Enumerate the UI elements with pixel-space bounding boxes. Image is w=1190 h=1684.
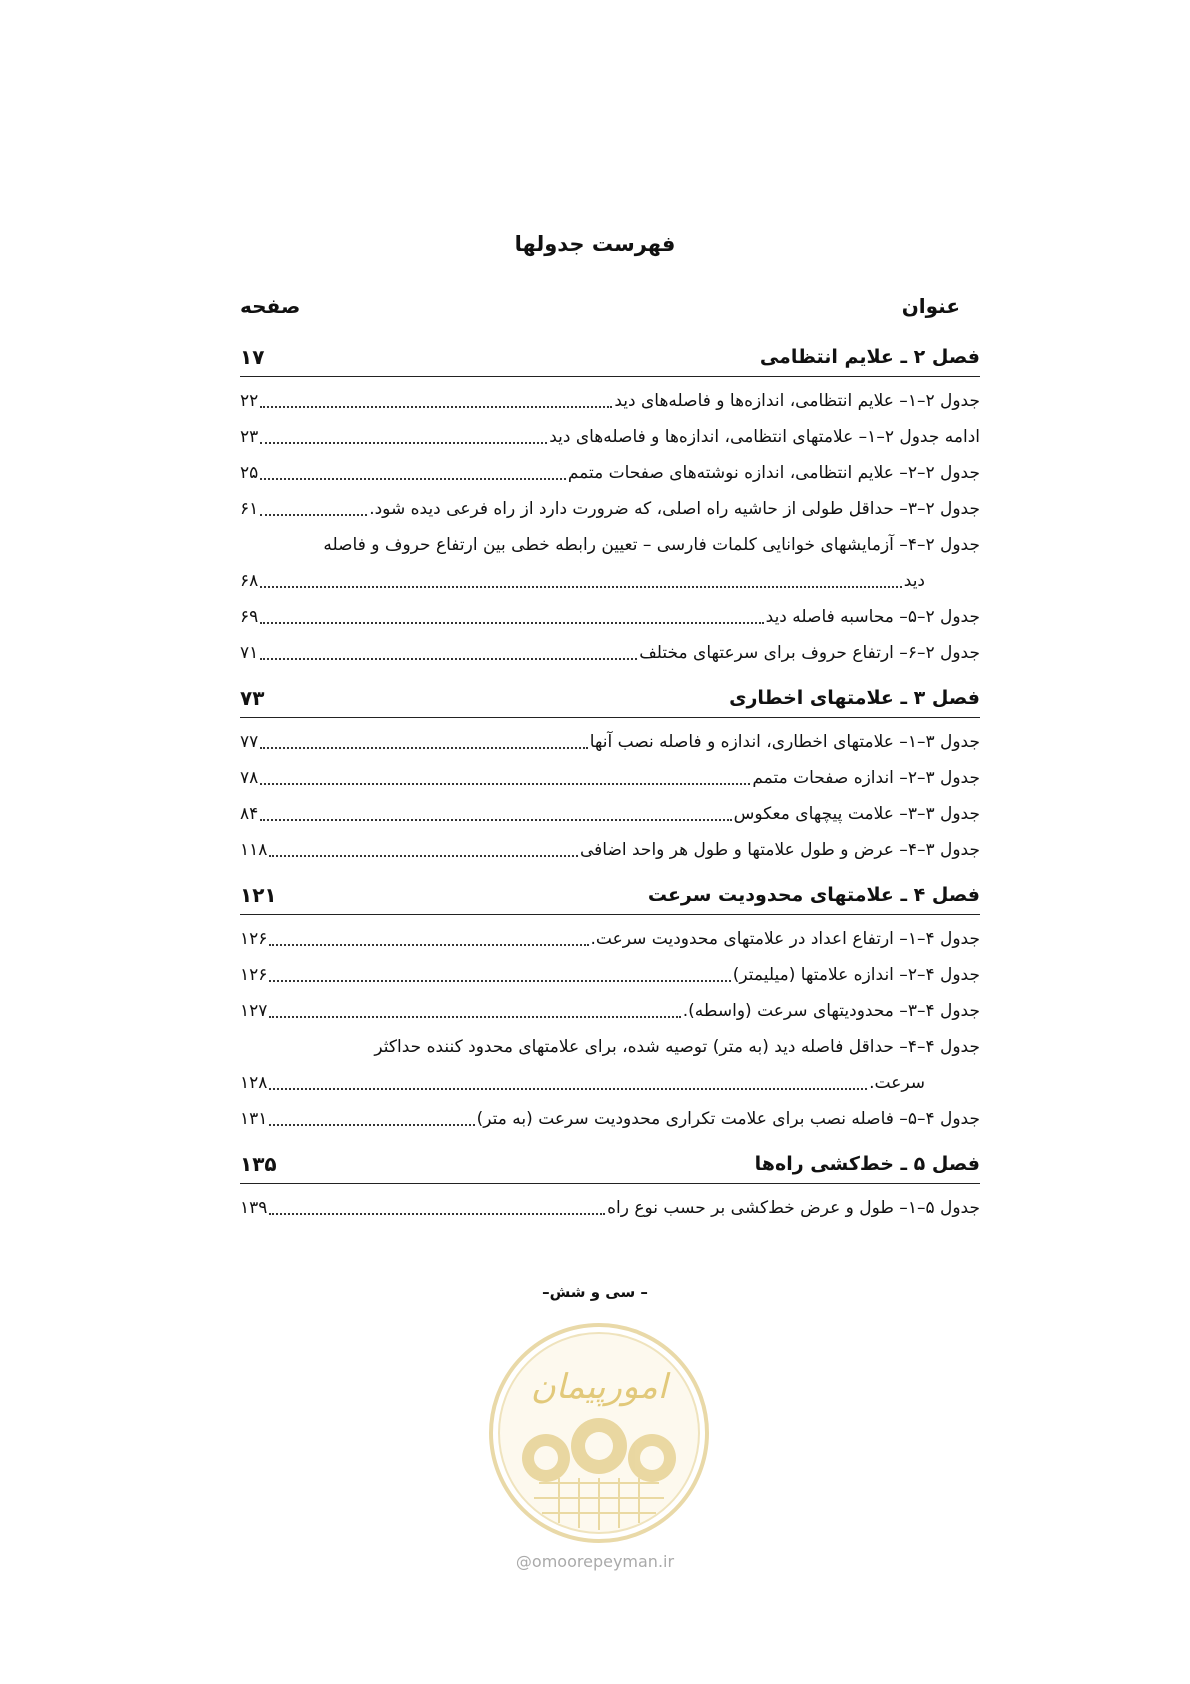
dot-leader [260,406,612,408]
dot-leader [260,747,587,749]
entry-page-number: ۶۱ [240,499,259,519]
chapter-title: فصل ۳ ـ علامتهای اخطاری [729,687,980,709]
column-header-title: عنوان [901,294,960,318]
toc-entry [240,635,980,671]
toc-entry [240,957,980,993]
entry-page-number: ۲۳ [240,427,259,447]
entry-title: جدول ۲–۳– حداقل طولی از حاشیه راه اصلی، که ضرورت دارد از راه فرعی دیده شود. [369,499,980,519]
entry-page-number: ۱۲۷ [240,1001,268,1021]
entry-page-number: ۱۲۶ [240,965,268,985]
dot-leader [260,819,731,821]
column-header-page: صفحه [240,294,301,318]
entry-page-number: ۲۲ [240,391,259,411]
entry-title: جدول ۴–۲– اندازه علامتها (میلیمتر) [732,965,980,985]
entry-title-continued: سرعت. [869,1073,925,1093]
chapter-heading [240,679,980,718]
entry-title: جدول ۳–۲– اندازه صفحات متمم [752,768,980,788]
chapter-heading [240,1145,980,1184]
entry-title: ادامه جدول ۲–۱– علامتهای انتظامی، اندازه‌ها و فاصله‌های دید [549,427,980,447]
entry-page-number: ۲۵ [240,463,259,483]
entry-page-number: ۱۱۸ [240,840,268,860]
toc-entry [240,724,980,760]
publisher-logo [484,1318,714,1548]
dot-leader [260,783,750,785]
toc-entry [240,832,980,868]
toc-entry [240,1190,980,1226]
entry-title-continued: دید [903,571,925,591]
entry-title: جدول ۲–۴– آزمایشهای خوانایی کلمات فارسی – تعیین رابطه خطی بین ارتفاع حروف و فاصله [323,535,980,555]
toc-entry [240,1101,980,1137]
toc-entry [240,419,980,455]
entry-title: جدول ۳–۱– علامتهای اخطاری، اندازه و فاصله نصب آنها [589,732,980,752]
toc-entry [240,599,980,635]
chapter-page-number: ۷۳ [240,686,265,710]
entry-title: جدول ۴–۱– ارتفاع اعداد در علامتهای محدودیت سرعت. [590,929,980,949]
toc-entry [240,993,980,1029]
dot-leader [269,1016,680,1018]
dot-leader [269,1124,474,1126]
chapter-heading [240,338,980,377]
entry-title: جدول ۲–۱– علایم انتظامی، اندازه‌ها و فاصله‌های دید [614,391,980,411]
chapter-heading [240,876,980,915]
svg-text:امورپیمان: امورپیمان [530,1367,668,1407]
watermark-url: @omoorepeyman.ir [515,1552,675,1571]
toc-entry [240,527,980,599]
chapter-page-number: ۱۳۵ [240,1152,277,1176]
entry-page-number: ۱۲۶ [240,929,268,949]
dot-leader [269,1088,867,1090]
entry-page-number: ۸۴ [240,804,259,824]
chapter-page-number: ۱۷ [240,345,265,369]
entry-page-number: ۱۳۱ [240,1109,268,1129]
toc-entry [240,455,980,491]
dot-leader [269,1213,605,1215]
entry-title: جدول ۲–۲– علایم انتظامی، اندازه نوشته‌های صفحات متمم [567,463,980,483]
entry-title: جدول ۲–۵– محاسبه فاصله دید [765,607,980,627]
entry-page-number: ۱۳۹ [240,1198,268,1218]
chapter-page-number: ۱۲۱ [240,883,277,907]
table-of-contents [240,338,980,1226]
toc-entry [240,1029,980,1101]
entry-title: جدول ۴–۴– حداقل فاصله دید (به متر) توصیه شده، برای علامتهای محدود کننده حداکثر [374,1037,980,1057]
dot-leader [260,622,763,624]
dot-leader [260,478,566,480]
page-title: فهرست جدولها [514,232,676,256]
entry-page-number: ۷۱ [240,643,259,663]
chapter-title: فصل ۴ ـ علامتهای محدودیت سرعت [647,884,980,906]
toc-entry [240,760,980,796]
chapter-title: فصل ۵ ـ خط‌کشی راه‌ها [754,1153,980,1175]
entry-page-number: ۷۸ [240,768,259,788]
entry-title: جدول ۵–۱– طول و عرض خط‌کشی بر حسب نوع راه [607,1198,980,1218]
dot-leader [269,980,730,982]
dot-leader [269,855,578,857]
chapter-title: فصل ۲ ـ علایم انتظامی [759,346,980,368]
entry-page-number: ۶۸ [240,571,259,591]
dot-leader [269,944,588,946]
toc-entry [240,796,980,832]
entry-title: جدول ۴–۳– محدودیتهای سرعت (واسطه). [682,1001,980,1021]
dot-leader [260,514,367,516]
entry-page-number: ۱۲۸ [240,1073,268,1093]
toc-entry [240,383,980,419]
entry-title: جدول ۳–۳– علامت پیچهای معکوس [733,804,980,824]
dot-leader [260,586,902,588]
dot-leader [260,658,637,660]
page-number: – سی و شش– [542,1283,648,1301]
entry-page-number: ۷۷ [240,732,259,752]
toc-entry [240,491,980,527]
dot-leader [260,442,547,444]
toc-entry [240,921,980,957]
entry-title: جدول ۳–۴– عرض و طول علامتها و طول هر واحد اضافی [579,840,980,860]
entry-title: جدول ۲–۶– ارتفاع حروف برای سرعتهای مختلف [639,643,980,663]
entry-page-number: ۶۹ [240,607,259,627]
entry-title: جدول ۴–۵– فاصله نصب برای علامت تکراری محدودیت سرعت (به متر) [476,1109,980,1129]
